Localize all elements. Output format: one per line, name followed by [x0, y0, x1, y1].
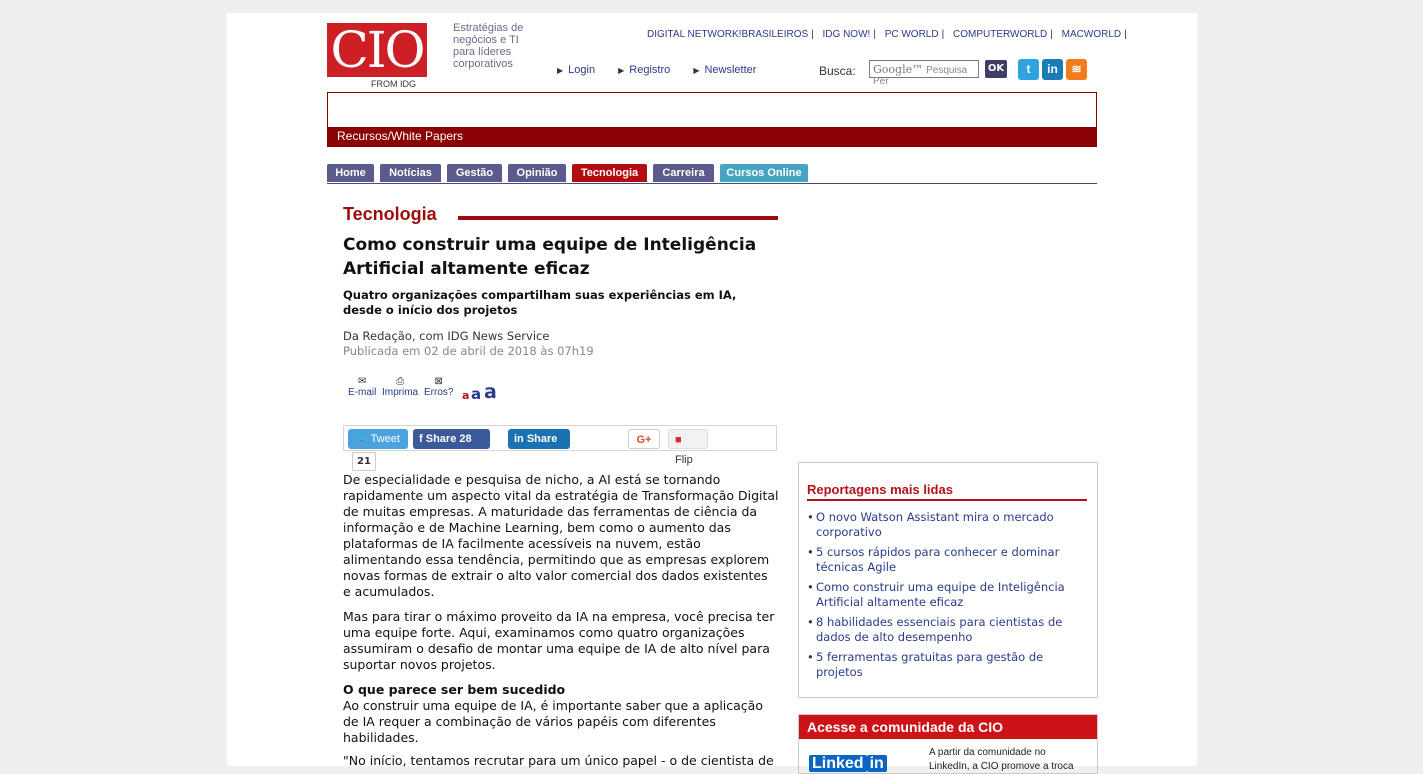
- community-box: [798, 714, 1098, 774]
- flipboard-button[interactable]: ■ Flip: [668, 429, 708, 449]
- article-byline: Da Redação, com IDG News Service: [343, 329, 550, 343]
- facebook-share-button[interactable]: f Share 28: [413, 429, 490, 449]
- arrow-icon: ▶: [693, 66, 700, 75]
- twitter-icon[interactable]: t: [1018, 59, 1039, 80]
- linkedin-share-button[interactable]: in Share: [508, 429, 570, 449]
- most-read-box: [798, 462, 1098, 698]
- article-headline: Como construir uma equipe de Inteligência Artificial altamente eficaz: [343, 235, 757, 279]
- arrow-icon: ▶: [618, 66, 625, 75]
- tweet-count: 21: [352, 452, 376, 471]
- network-links: DIGITAL NETWORK!BRASILEIROS | IDG NOW! | PC WORLD | COMPUTERWORLD | MACWORLD |: [647, 29, 1127, 40]
- ad-banner: [327, 92, 1097, 147]
- most-read-item[interactable]: • 8 habilidades essenciais para cientistas de dados de alto desempenho: [807, 615, 1087, 645]
- email-tool[interactable]: ✉ E-mail: [348, 376, 377, 398]
- section-title: Tecnologia: [343, 204, 437, 224]
- section-divider: [458, 216, 778, 220]
- google-logo: Google™: [873, 63, 924, 76]
- paragraph-text: Ao construir uma equipe de IA, é importante saber que a aplicação de IA requer a combinação de vários papéis com diferentes habilidades.: [343, 698, 763, 745]
- article-paragraph: "No início, tentamos recrutar para um único papel - o de cientista de: [343, 753, 774, 768]
- login-link[interactable]: ▶ Login: [557, 64, 596, 76]
- font-medium-button[interactable]: a: [471, 385, 482, 403]
- most-read-item[interactable]: • O novo Watson Assistant mira o mercado corporativo: [807, 510, 1087, 540]
- linkedin-icon[interactable]: in: [1042, 59, 1063, 80]
- article-paragraph: [343, 682, 779, 746]
- tab-tecnologia[interactable]: Tecnologia: [572, 164, 647, 182]
- article-date: Publicada em 02 de abril de 2018 às 07h19: [343, 344, 594, 358]
- logo-text: CIO: [327, 23, 427, 77]
- subheading: O que parece ser bem sucedido: [343, 682, 566, 697]
- tab-home[interactable]: Home: [327, 164, 374, 182]
- most-read-item[interactable]: • 5 cursos rápidos para conhecer e dominar técnicas Agile: [807, 545, 1087, 575]
- flipboard-icon: ■: [675, 434, 682, 446]
- arrow-icon: ▶: [557, 66, 564, 75]
- registro-link[interactable]: ▶ Registro: [618, 64, 671, 76]
- resources-bar[interactable]: Recursos/White Papers: [328, 127, 1096, 146]
- community-title: Acesse a comunidade da CIO: [799, 715, 1097, 739]
- article-paragraph: De especialidade e pesquisa de nicho, a AI está se tornando rapidamente um aspecto vital da estratégia de Transformação Digital de muitas empresas. A maturidade das ferramentas de ciência da informação e de Machine Learning, bem como o aumento das plataformas de IA facilmente acessíveis na nuvem, estão alimentando essa tendência, permitindo que as empresas explorem novas formas de extrair o alto valor comercial dos dados existentes e acumulados.: [343, 472, 779, 599]
- google-plus-button[interactable]: G+: [628, 429, 660, 449]
- most-read-item[interactable]: • Como construir uma equipe de Inteligência Artificial altamente eficaz: [807, 580, 1087, 610]
- page: [227, 13, 1197, 772]
- article-deck: Quatro organizações compartilham suas experiências em IA, desde o início dos projetos: [343, 288, 737, 317]
- newsletter-link[interactable]: ▶ Newsletter: [693, 64, 757, 76]
- main-nav: [327, 164, 1097, 184]
- link-macworld[interactable]: MACWORLD: [1061, 29, 1122, 40]
- tab-cursos-online[interactable]: Cursos Online: [720, 164, 808, 182]
- cio-logo[interactable]: [327, 23, 427, 89]
- link-idg-now[interactable]: IDG NOW!: [822, 29, 871, 40]
- linkedin-icon: in: [514, 433, 524, 445]
- article-paragraph: Mas para tirar o máximo proveito da IA na empresa, você precisa ter uma equipe forte. Aqui, examinamos como quatro organizações assumiram o desafio de montar uma equipe de IA de alto nível para suportar novos projetos.: [343, 609, 775, 672]
- linkedin-logo[interactable]: Linked in: [809, 751, 887, 774]
- most-read-title: Reportagens mais lidas: [807, 482, 1087, 501]
- link-computerworld[interactable]: COMPUTERWORLD: [953, 29, 1048, 40]
- font-large-button[interactable]: a: [484, 381, 497, 403]
- link-pc-world[interactable]: PC WORLD: [884, 29, 939, 40]
- error-icon: ⊠: [434, 376, 443, 387]
- logo-subtitle: FROM IDG: [371, 79, 416, 89]
- most-read-list: [807, 510, 1087, 685]
- most-read-item[interactable]: • 5 ferramentas gratuitas para gestão de projetos: [807, 650, 1087, 680]
- print-icon: ⎙: [396, 376, 405, 387]
- twitter-bird-icon: 🐦: [354, 433, 368, 445]
- tab-opiniao[interactable]: Opinião: [508, 164, 566, 182]
- rss-icon[interactable]: ≋: [1066, 59, 1087, 80]
- facebook-icon: f: [419, 433, 423, 445]
- font-small-button[interactable]: a: [462, 389, 470, 402]
- tagline: Estratégias de negócios e TI para líderes corporativos: [453, 22, 524, 70]
- errors-tool[interactable]: ⊠ Erros?: [424, 376, 454, 398]
- tab-noticias[interactable]: Notícias: [380, 164, 441, 182]
- user-links: [557, 64, 776, 76]
- search-input[interactable]: Google™ Pesquisa Per: [869, 60, 979, 78]
- link-digital-network[interactable]: DIGITAL NETWORK!BRASILEIROS: [647, 29, 809, 40]
- tab-gestao[interactable]: Gestão: [447, 164, 502, 182]
- community-text: A partir da comunidade no LinkedIn, a CIO promove a troca: [929, 747, 1074, 772]
- search-label: Busca:: [819, 64, 856, 78]
- tab-carreira[interactable]: Carreira: [653, 164, 714, 182]
- search-button[interactable]: OK: [985, 60, 1007, 78]
- tweet-button[interactable]: 🐦 Tweet: [348, 429, 408, 449]
- print-tool[interactable]: ⎙ Imprima: [382, 376, 419, 398]
- email-icon: ✉: [357, 376, 367, 387]
